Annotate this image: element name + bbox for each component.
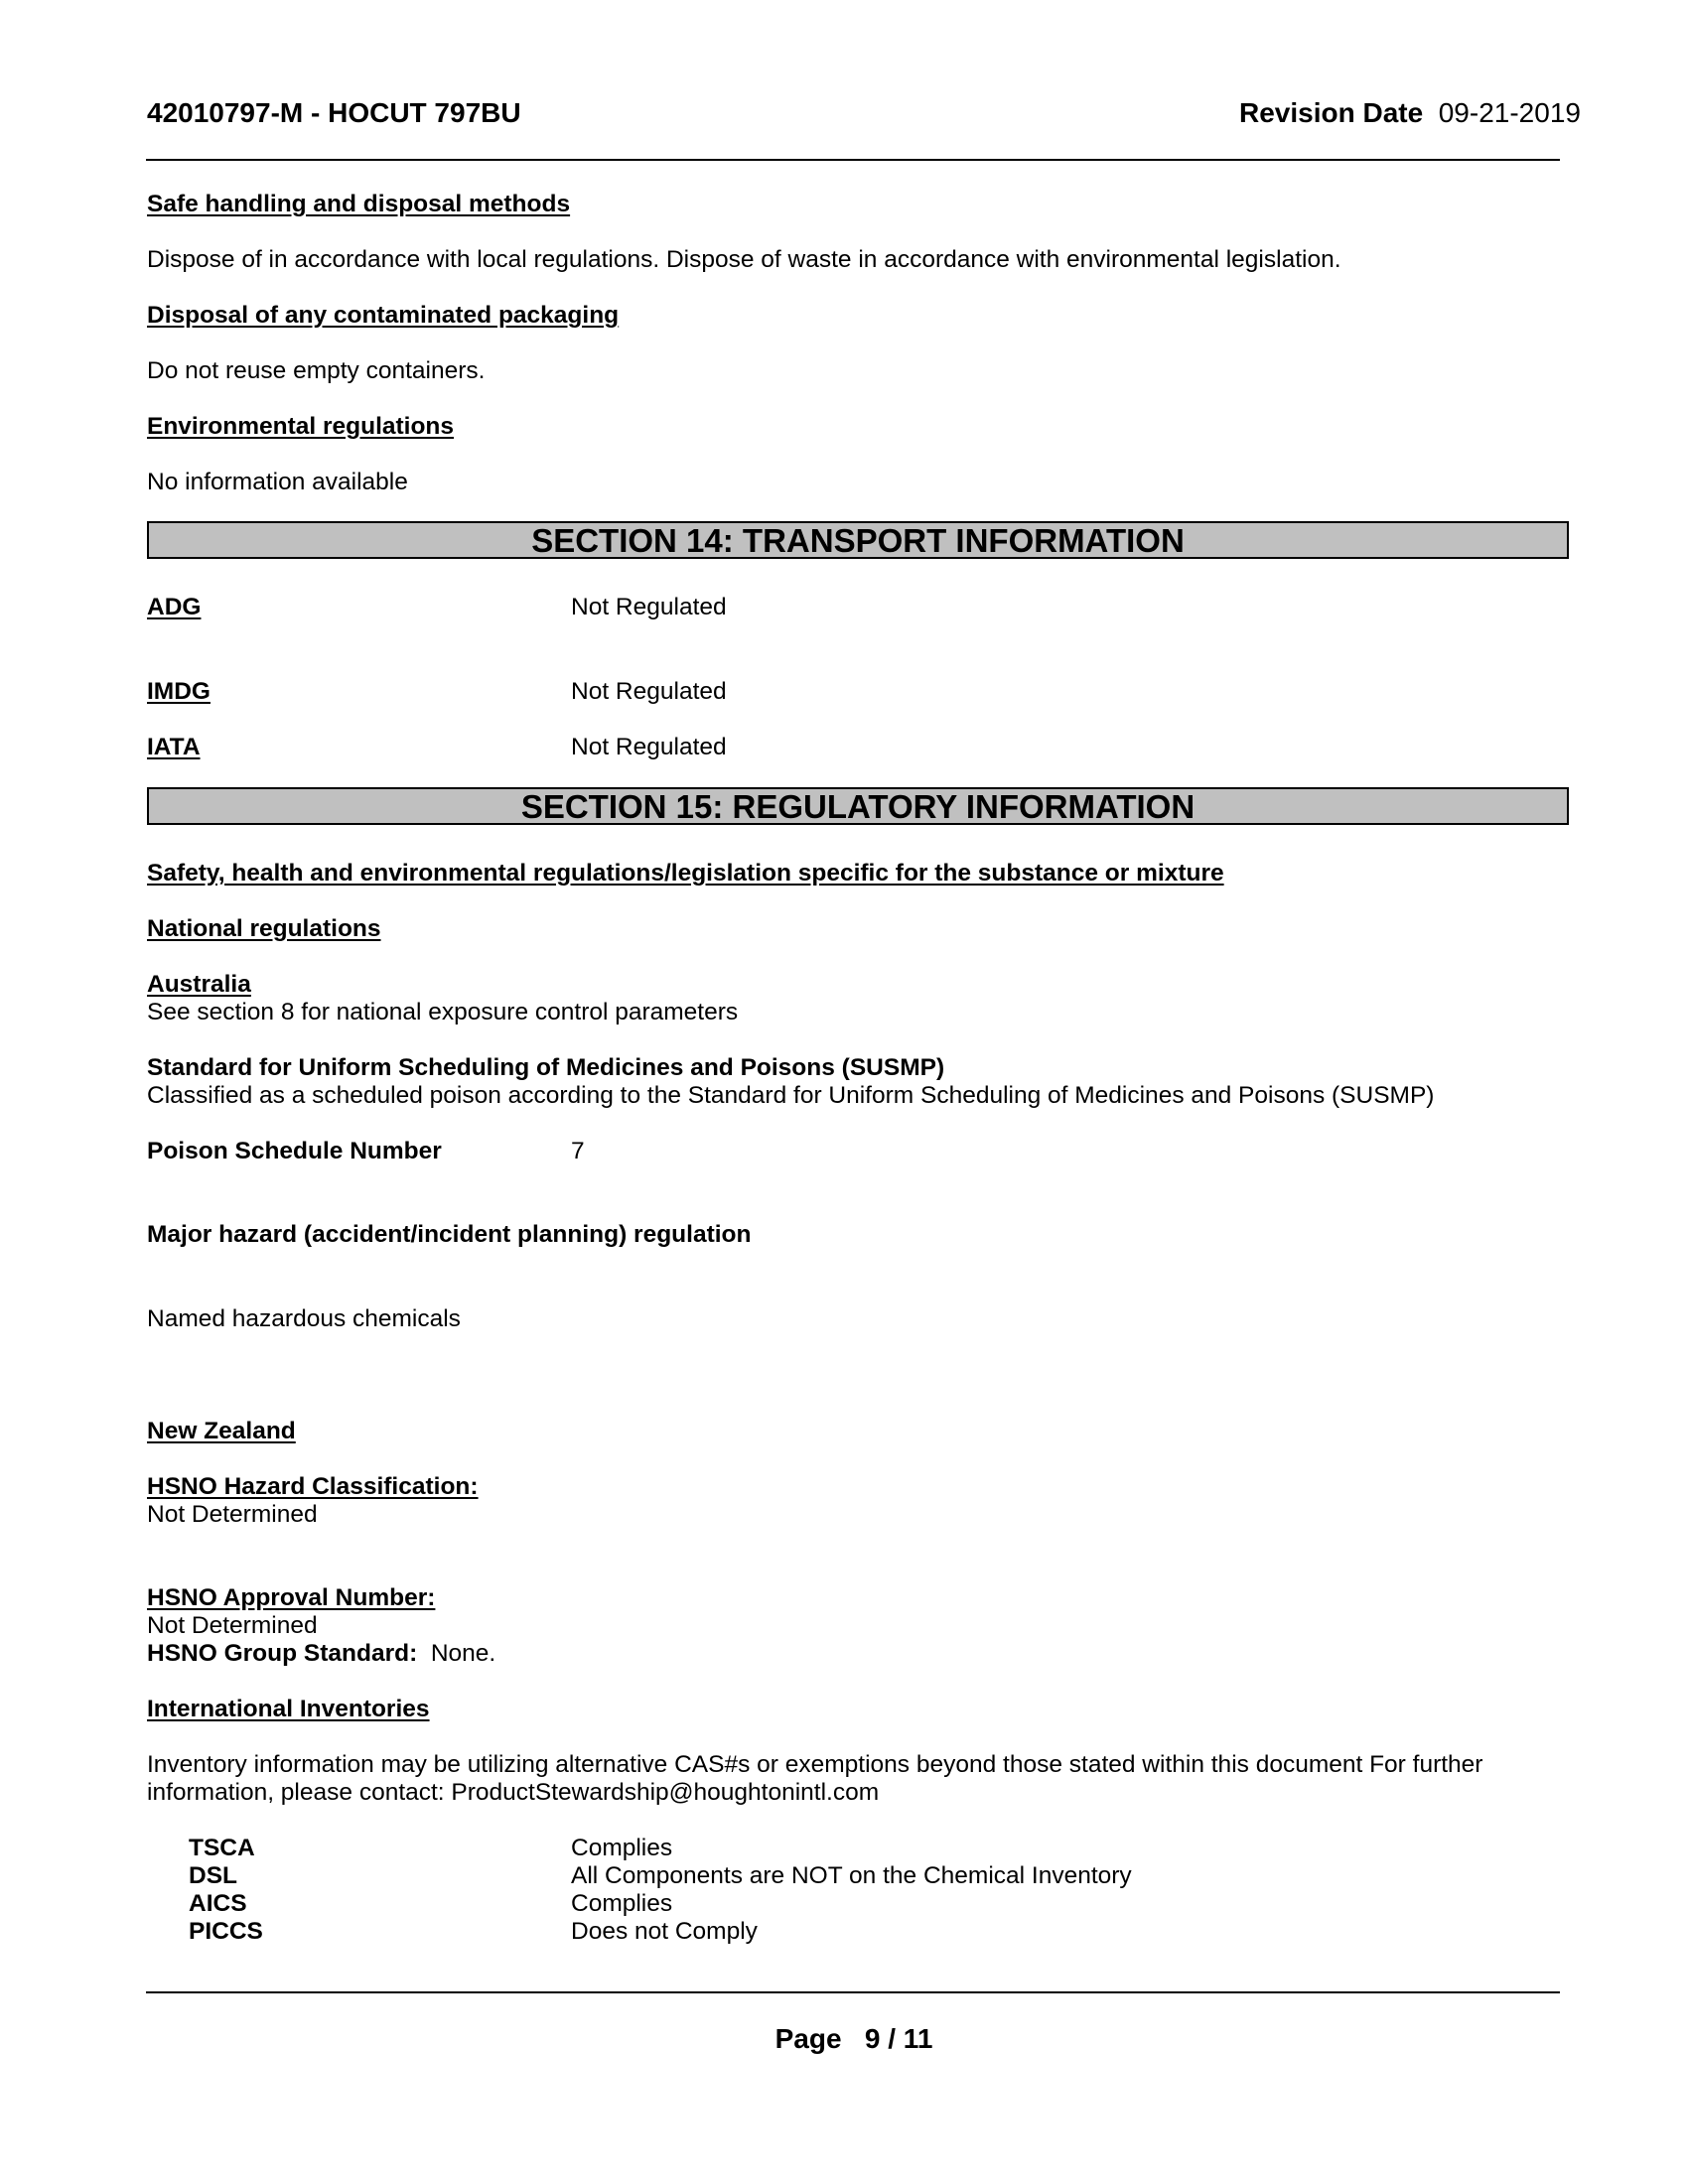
susmp-text: Classified as a scheduled poison according to the Standard for Uniform Scheduling of Medicines and Poisons (SUSMP) (147, 1082, 1435, 1109)
australia-text: See section 8 for national exposure control parameters (147, 999, 739, 1025)
named-hazardous-chemicals: Named hazardous chemicals (147, 1305, 461, 1332)
inventory-value-aics: Complies (571, 1890, 673, 1917)
inventory-value-dsl: All Components are NOT on the Chemical Inventory (571, 1862, 1132, 1889)
australia-heading: Australia (147, 971, 251, 998)
inventories-note-line-2: information, please contact: ProductStewardship@houghtonintl.com (147, 1779, 880, 1806)
section-14-title: SECTION 14: TRANSPORT INFORMATION (147, 521, 1569, 559)
new-zealand-heading: New Zealand (147, 1418, 296, 1444)
revision-block (1239, 99, 1581, 127)
inventory-label-dsl: DSL (189, 1862, 237, 1889)
safe-handling-heading: Safe handling and disposal methods (147, 191, 571, 217)
revision-date-value: 09-21-2019 (1438, 97, 1581, 128)
hsno-approval-heading: HSNO Approval Number: (147, 1584, 436, 1611)
inventory-value-tsca: Complies (571, 1835, 673, 1861)
page-number: 9 / 11 (864, 2023, 933, 2054)
inventory-label-piccs: PICCS (189, 1918, 263, 1945)
transport-label-adg: ADG (147, 594, 202, 620)
transport-value-iata: Not Regulated (571, 734, 727, 760)
hsno-group-label: HSNO Group Standard: (147, 1640, 418, 1667)
inventory-label-aics: AICS (189, 1890, 247, 1917)
poison-schedule-value: 7 (571, 1138, 585, 1164)
major-hazard-heading: Major hazard (accident/incident planning) regulation (147, 1221, 752, 1248)
transport-value-imdg: Not Regulated (571, 678, 727, 705)
section-15-title: SECTION 15: REGULATORY INFORMATION (147, 787, 1569, 825)
safe-handling-text: Dispose of in accordance with local regulations. Dispose of waste in accordance with environmental legislation. (147, 246, 1341, 273)
hsno-approval-value: Not Determined (147, 1612, 318, 1639)
page-indicator (0, 2025, 1688, 2053)
packaging-text: Do not reuse empty containers. (147, 357, 486, 384)
transport-label-iata: IATA (147, 734, 201, 760)
national-regulations-heading: National regulations (147, 915, 381, 942)
page-label: Page (774, 2023, 842, 2054)
transport-label-imdg: IMDG (147, 678, 211, 705)
hsno-classification-value: Not Determined (147, 1501, 318, 1528)
international-inventories-heading: International Inventories (147, 1696, 430, 1722)
header-divider (146, 159, 1560, 161)
hsno-group-value: None. (430, 1640, 496, 1667)
packaging-heading: Disposal of any contaminated packaging (147, 302, 620, 329)
document-product-id: 42010797-M - HOCUT 797BU (147, 97, 521, 128)
specific-regulations-heading: Safety, health and environmental regulations/legislation specific for the substance or mixture (147, 860, 1224, 887)
hsno-classification-heading: HSNO Hazard Classification: (147, 1473, 479, 1500)
hsno-group-standard (147, 1640, 495, 1668)
footer-divider (146, 1991, 1560, 1993)
susmp-heading: Standard for Uniform Scheduling of Medicines and Poisons (SUSMP) (147, 1054, 945, 1081)
environmental-regulations-text: No information available (147, 469, 408, 495)
inventory-value-piccs: Does not Comply (571, 1918, 758, 1945)
inventories-note-line-1: Inventory information may be utilizing alternative CAS#s or exemptions beyond those stated within this document For further (147, 1751, 1483, 1778)
revision-date-label: Revision Date (1239, 97, 1424, 128)
inventory-label-tsca: TSCA (189, 1835, 255, 1861)
transport-value-adg: Not Regulated (571, 594, 727, 620)
environmental-regulations-heading: Environmental regulations (147, 413, 455, 440)
poison-schedule-label: Poison Schedule Number (147, 1138, 442, 1164)
